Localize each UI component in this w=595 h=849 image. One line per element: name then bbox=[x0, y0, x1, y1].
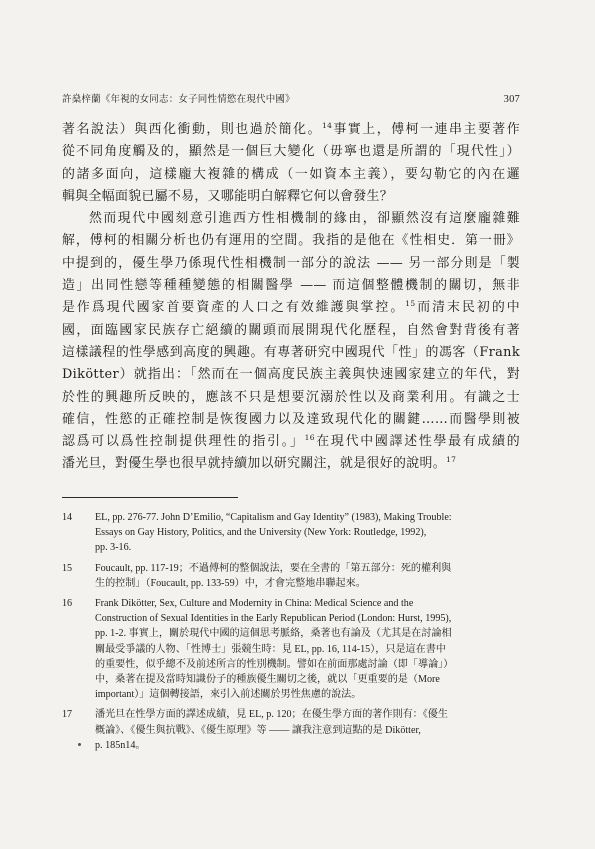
body-line: 確信，性慾的正確控制是恢復國力以及達致現代化的關鍵……而醫學則被 bbox=[62, 411, 520, 427]
body-line: 潘光旦，對優生學也很早就持續加以研究關注，就是很好的說明。$^{17}$ bbox=[62, 455, 457, 472]
body-line: 是作爲現代國家首要資產的人口之有效維護與掌控。$^{15}$而清末民初的中 bbox=[62, 299, 520, 316]
footnote-ref: 16 bbox=[304, 433, 315, 443]
footnote-17 bbox=[62, 707, 524, 753]
body-line: 著名說法）與西化衝動，則也過於簡化。$^{14}$事實上，傅柯一連串主要著作 bbox=[62, 121, 520, 137]
footnote-divider bbox=[62, 497, 238, 498]
body-line: Dikötter）就指出：「然而在一個高度民族主義與快速國家建立的年代，對 bbox=[62, 367, 520, 383]
footnote-16 bbox=[62, 596, 524, 702]
footnote-number: 14 bbox=[62, 512, 73, 523]
body-line: 中提到的，優生學乃係現代性相機制一部分的說法 —— 另一部分則是「製 bbox=[62, 255, 520, 271]
footnote-text: Frank Dikötter, Sex, Culture and Modernity in China: Medical Science and the Construction of Sexual Identities in the Early Republican Period (London: Hurst, 1995), pp. 1-2. 事實上，關於現代中國的這個思考脈絡，桑著也有論及（尤其是在討論相 關最受爭議的人物、「性博士」張競生時：見 EL, pp. 16, 114-15），只是這在書中 的重要性，似乎總不及前述所言的性別機制。譬如在前面那處討論（即「導論」） 中，桑著在提及當時知識份子的種族優生關切之後，就以「更重要的是（More important）」這個轉接語，來引入前述關於男性焦慮的說法。 bbox=[95, 598, 454, 701]
footnote-text: Foucault, pp. 117-19；不過傅柯的整個說法，要在全書的「第五部分：死的權利與 生的控制」（Foucault, pp. 133-59）中，才會完整地串聯起來。 bbox=[95, 562, 452, 589]
footnote-ref: 14 bbox=[321, 121, 333, 130]
body-line: 的諸多面向，這樣龐大複雜的構成（一如資本主義），要勾勒它的內在邏 bbox=[62, 166, 520, 182]
body-line: 國，面臨國家民族存亡絕續的關頭而展開現代化歷程，自然會對背後有著 bbox=[62, 322, 520, 338]
footnotes bbox=[62, 510, 524, 758]
footnote-14 bbox=[62, 510, 524, 556]
body-line: 於性的興趣所反映的，應該不只是想要沉溺於性以及商業利用。有識之士 bbox=[62, 389, 520, 405]
footnote-number: 16 bbox=[62, 598, 73, 610]
footnote-ref: 15 bbox=[405, 299, 416, 309]
body-line: 輯與全幅面貌已屬不易，又哪能明白解釋它何以會發生？ bbox=[62, 188, 394, 204]
footnote-text: 潘光旦在性學方面的譯述成績，見 EL, p. 120；在優生學方面的著作則有：《優生 概論》、《優生與抗戰》、《優生原理》等 —— 讓我注意到這點的是 Dikötter, p. 185n14。 bbox=[95, 709, 448, 751]
body-line: 造」出同性戀等種種變態的相關醫學 —— 而這個整體機制的關切，無非 bbox=[62, 278, 520, 294]
footnote-ref: 17 bbox=[445, 455, 457, 465]
body-line: 解，傅柯的相關分析也仍有運用的空間。我指的是他在《性相史．第一冊》 bbox=[62, 233, 520, 249]
footnote-number: 15 bbox=[62, 562, 73, 574]
body-line: 然而現代中國刻意引進西方性相機制的緣由，卻顯然沒有這麼龐雜難 bbox=[89, 211, 520, 227]
body-text bbox=[62, 119, 520, 476]
footnote-number: 17 bbox=[62, 709, 73, 721]
body-line: 這樣議程的性學感到高度的興趣。有專著研究中國現代「性」的馮客（Frank bbox=[62, 344, 520, 360]
page-number: 307 bbox=[503, 94, 520, 105]
body-line: 從不同角度觸及的，顯然是一個巨大變化（毋寧也還是所謂的「現代性」） bbox=[62, 144, 520, 160]
footnote-15 bbox=[62, 561, 524, 591]
scan-speck bbox=[78, 743, 81, 746]
running-title: 許燊梓蘭《年視的女同志：女子同性情慾在現代中國》 bbox=[62, 94, 295, 105]
body-line: 認爲可以爲性控制提供理性的指引。」$^{16}$在現代中國譯述性學最有成績的 bbox=[62, 433, 520, 450]
running-head bbox=[62, 91, 520, 105]
footnote-text: EL, pp. 276-77. John D’Emilio, “Capitalism and Gay Identity” (1983), Making Trouble: Essays on Gay History, Politics, and the University (New York: Routledge, 1992), pp. 3-16. bbox=[95, 512, 452, 554]
